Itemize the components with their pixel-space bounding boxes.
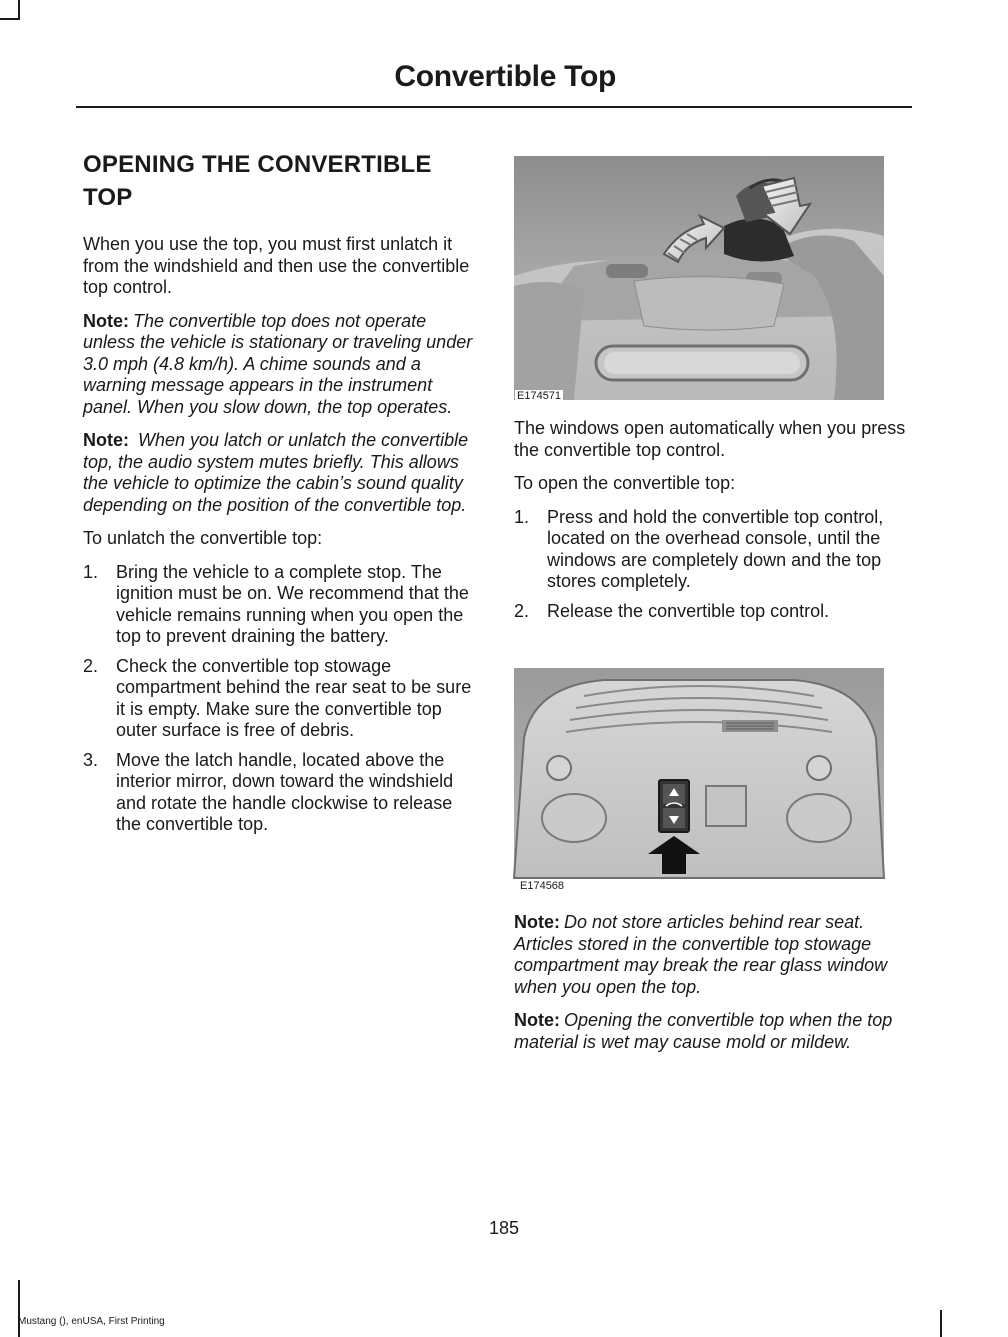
step-number: 2. [83, 655, 99, 676]
crop-mark [18, 1280, 20, 1337]
latch-handle-illustration [514, 156, 884, 400]
figure-code: E174571 [517, 390, 562, 402]
header-rule [76, 106, 912, 108]
list-item [83, 750, 475, 836]
note-text: The convertible top does not operate unless the vehicle is stationary or traveling under 3.0 mph (4.8 km/h). A chime sounds and a warning message appears in the instrument panel. When you slow down, the top operates. [83, 310, 473, 417]
step-text: Move the latch handle, located above the interior mirror, down toward the windshield and rotate the handle clockwise to release the convertible top. [116, 749, 454, 834]
crop-mark [0, 18, 20, 20]
right-column [514, 418, 906, 634]
intro-paragraph: When you use the top, you must first unlatch it from the windshield and then use the convertible top control. [83, 234, 470, 297]
open-steps [514, 507, 906, 623]
note-text: Opening the convertible top when the top material is wet may cause mold or mildew. [514, 1010, 893, 1052]
unlatch-steps [83, 562, 475, 836]
note-label: Note: [83, 430, 129, 450]
unlatch-intro: To unlatch the convertible top: [83, 528, 323, 548]
overhead-console-figure [514, 668, 884, 892]
step-text: Check the convertible top stowage compartment behind the rear seat to be sure it is empty. Make sure the convertible top outer surface is free of debris. [116, 655, 472, 740]
overhead-console-illustration [514, 668, 884, 878]
note [83, 311, 475, 419]
note [514, 912, 906, 998]
step-text: Release the convertible top control. [547, 600, 830, 621]
step-number: 1. [514, 506, 530, 527]
step-number: 3. [83, 749, 99, 770]
footer-text: Mustang (), enUSA, First Printing [18, 1316, 165, 1327]
crop-mark [940, 1310, 942, 1337]
list-item [83, 562, 475, 648]
list-item [514, 601, 906, 623]
note-label: Note: [514, 1010, 560, 1030]
open-intro: To open the convertible top: [514, 473, 736, 493]
left-column [83, 148, 475, 848]
convertible-top-switch [659, 780, 689, 832]
page-title: Convertible Top [394, 60, 616, 93]
right-notes [514, 912, 906, 1065]
note [83, 430, 475, 516]
section-heading: OPENING THE CONVERTIBLE TOP [83, 151, 432, 211]
list-item [83, 656, 475, 742]
note-text: Do not store articles behind rear seat. Articles stored in the convertible top stowage compartment may break the rear glass window when you open the top. [514, 912, 888, 997]
note-text: When you latch or unlatch the convertible top, the audio system mutes briefly. This allows the vehicle to optimize the cabin’s sound quality depending on the position of the convertible top. [83, 430, 469, 515]
note-label: Note: [514, 912, 560, 932]
windows-paragraph: The windows open automatically when you press the convertible top control. [514, 418, 906, 460]
page-number: 185 [488, 1218, 520, 1238]
list-item [514, 507, 906, 593]
latch-handle-figure [514, 156, 884, 400]
step-text: Press and hold the convertible top control, located on the overhead console, until the windows are completely down and the top stores completely. [547, 506, 884, 591]
step-number: 1. [83, 561, 99, 582]
note [514, 1010, 906, 1053]
note-label: Note: [83, 310, 129, 331]
step-text: Bring the vehicle to a complete stop. The ignition must be on. We recommend that the vehicle remains running when you open the top to prevent draining the battery. [116, 561, 469, 646]
crop-mark [18, 0, 20, 20]
step-number: 2. [514, 600, 530, 621]
figure-code: E174568 [520, 880, 565, 892]
